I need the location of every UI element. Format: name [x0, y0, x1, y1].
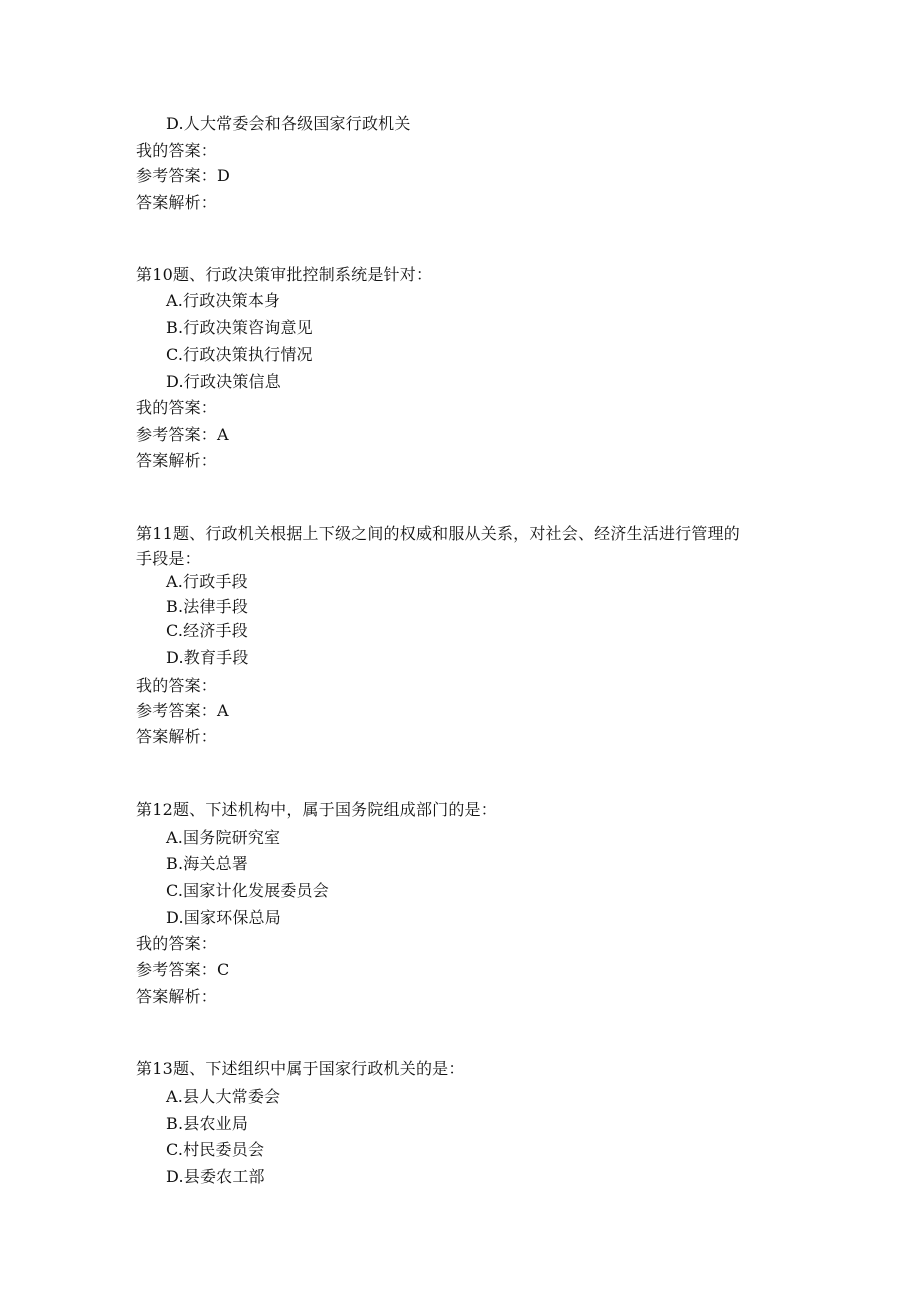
question-12-my-answer-label: 我的答案：	[136, 934, 218, 953]
question-11-option-d: D.教育手段	[166, 648, 249, 667]
question-11-analysis-label: 答案解析：	[136, 727, 218, 746]
question-13-option-b: B.县农业局	[166, 1114, 249, 1133]
question-10-option-a: A.行政决策本身	[166, 291, 281, 310]
question-12-stem: 第12题、下述机构中，属于国务院组成部门的是：	[136, 800, 497, 819]
prev-analysis-label: 答案解析：	[136, 193, 218, 212]
question-10-my-answer-label: 我的答案：	[136, 398, 218, 417]
question-11-option-c: C.经济手段	[166, 621, 248, 640]
question-12-option-a: A.国务院研究室	[166, 828, 281, 847]
question-12-option-d: D.国家环保总局	[166, 908, 281, 927]
question-11-my-answer-label: 我的答案：	[136, 676, 218, 695]
question-10-option-c: C.行政决策执行情况	[166, 345, 313, 364]
question-13-option-d: D.县委农工部	[166, 1167, 265, 1186]
question-11-reference-answer: 参考答案：A	[136, 701, 229, 720]
question-10-reference-answer: 参考答案：A	[136, 425, 229, 444]
prev-reference-answer: 参考答案：D	[136, 166, 231, 185]
question-11-option-a: A.行政手段	[166, 572, 248, 591]
question-12-analysis-label: 答案解析：	[136, 987, 218, 1006]
question-12-option-c: C.国家计化发展委员会	[166, 881, 329, 900]
question-10-option-b: B.行政决策咨询意见	[166, 318, 313, 337]
question-10-stem: 第10题、行政决策审批控制系统是针对：	[136, 265, 433, 284]
prev-option-d: D.人大常委会和各级国家行政机关	[166, 114, 411, 133]
question-10-analysis-label: 答案解析：	[136, 451, 218, 470]
question-13-stem: 第13题、下述组织中属于国家行政机关的是：	[136, 1059, 465, 1078]
question-11-option-b: B.法律手段	[166, 597, 249, 616]
question-13-option-a: A.县人大常委会	[166, 1087, 281, 1106]
prev-my-answer-label: 我的答案：	[136, 141, 218, 160]
question-11-stem-line2: 手段是：	[136, 549, 201, 568]
question-12-option-b: B.海关总署	[166, 854, 249, 873]
question-11-stem-line1: 第11题、行政机关根据上下级之间的权威和服从关系，对社会、经济生活进行管理的	[136, 524, 740, 543]
question-13-option-c: C.村民委员会	[166, 1140, 265, 1159]
question-10-option-d: D.行政决策信息	[166, 372, 281, 391]
question-12-reference-answer: 参考答案：C	[136, 960, 230, 979]
